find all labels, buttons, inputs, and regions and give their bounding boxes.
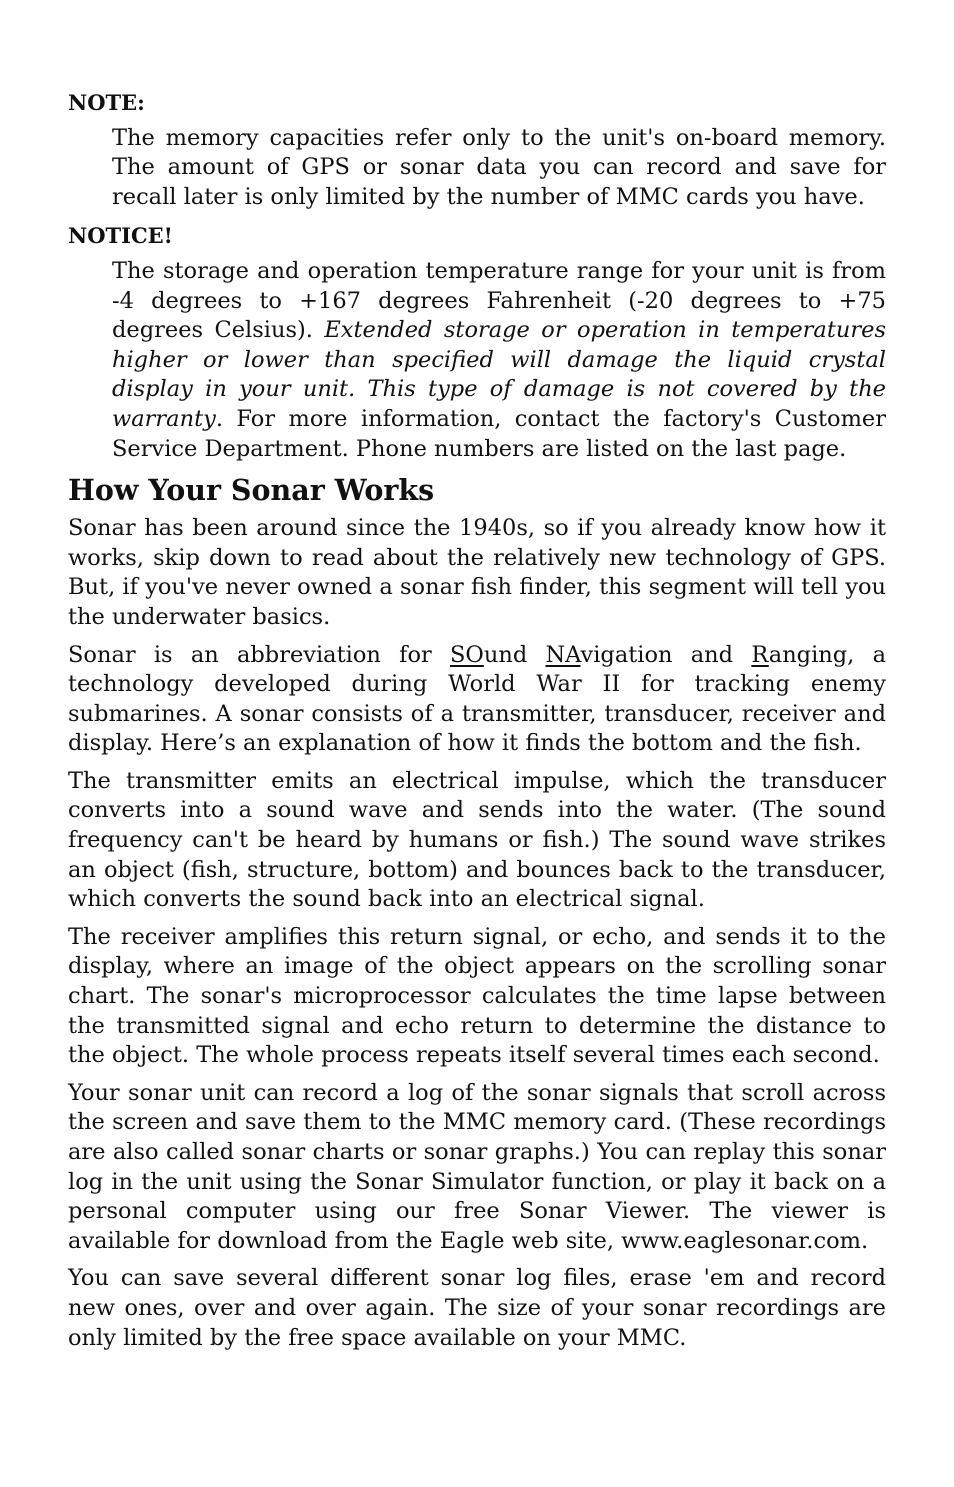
paragraph-transmitter: The transmitter emits an electrical impulse, which the transducer converts into a sound wave and sends into the water. (The sound frequency can't be heard by humans or fish.) The sound wave strikes an object (fish, structure, bottom) and bounces back to the transducer, which converts the sound back into an electrical signal. <box>68 767 886 913</box>
abbr-text-a: Sonar is an abbreviation for <box>68 641 450 668</box>
paragraph-history: Sonar has been around since the 1940s, so if you already know how it works, skip down to read about the relatively new technology of GPS. But, if you've never owned a sonar fish finder, this segment will tell you the underwater basics. <box>68 515 886 630</box>
abbr-text-d: anging, a technology developed during World War II for tracking enemy submarines. A sonar consists of a transmitter, transducer, receiver and display. Here’s an explanation of how it finds the bottom and the fish. <box>68 641 886 757</box>
paragraph-log-files: You can save several different sonar log files, erase 'em and record new ones, over and over again. The size of your sonar recordings are only limited by the free space available on your MMC. <box>68 1265 886 1351</box>
abbr-text-b: und <box>483 641 546 668</box>
notice-warning-italic: Extended storage or operation in temperatures higher or lower than specified will damage the liquid crystal display in your unit. This type of damage is not covered by the warranty <box>112 317 887 432</box>
abbr-text-c: vigation and <box>580 641 752 668</box>
notice-label: NOTICE! <box>68 223 173 249</box>
abbr-underline-so: SO <box>449 641 484 668</box>
abbr-underline-r: R <box>751 641 769 668</box>
note-text: The memory capacities refer only to the unit's on-board memory. The amount of GPS or sonar data you can record and save for recall later is only limited by the number of MMC cards you have. <box>112 124 886 210</box>
section-heading: How Your Sonar Works <box>68 473 435 508</box>
paragraph-receiver: The receiver amplifies this return signal, or echo, and sends it to the display, where an image of the object appears on the scrolling sonar chart. The sonar's microprocessor calculates the time lapse between the transmitted signal and echo return to determine the distance to the object. The whole process repeats itself several times each second. <box>68 923 886 1069</box>
document-page <box>68 88 886 1361</box>
paragraph-abbreviation <box>68 641 886 759</box>
notice-text-start: The storage and operation temperature range for your unit is from -4 degrees to +167 degrees Fahrenheit (-20 degrees to +75 degrees Celsius). <box>112 257 886 344</box>
note-label: NOTE: <box>68 90 145 115</box>
abbr-underline-na: NA <box>545 641 581 668</box>
notice-text <box>112 257 886 464</box>
notice-text-end: . For more information, contact the factory's Customer Service Department. Phone numbers are listed on the last page. <box>112 405 886 462</box>
paragraph-recording: Your sonar unit can record a log of the sonar signals that scroll across the screen and save them to the MMC memory card. (These recordings are also called sonar charts or sonar graphs.) You can replay this sonar log in the unit using the Sonar Simulator function, or play it back on a personal computer using our free Sonar Viewer. The viewer is available for download from the Eagle web site, www.eaglesonar.com. <box>68 1079 886 1254</box>
